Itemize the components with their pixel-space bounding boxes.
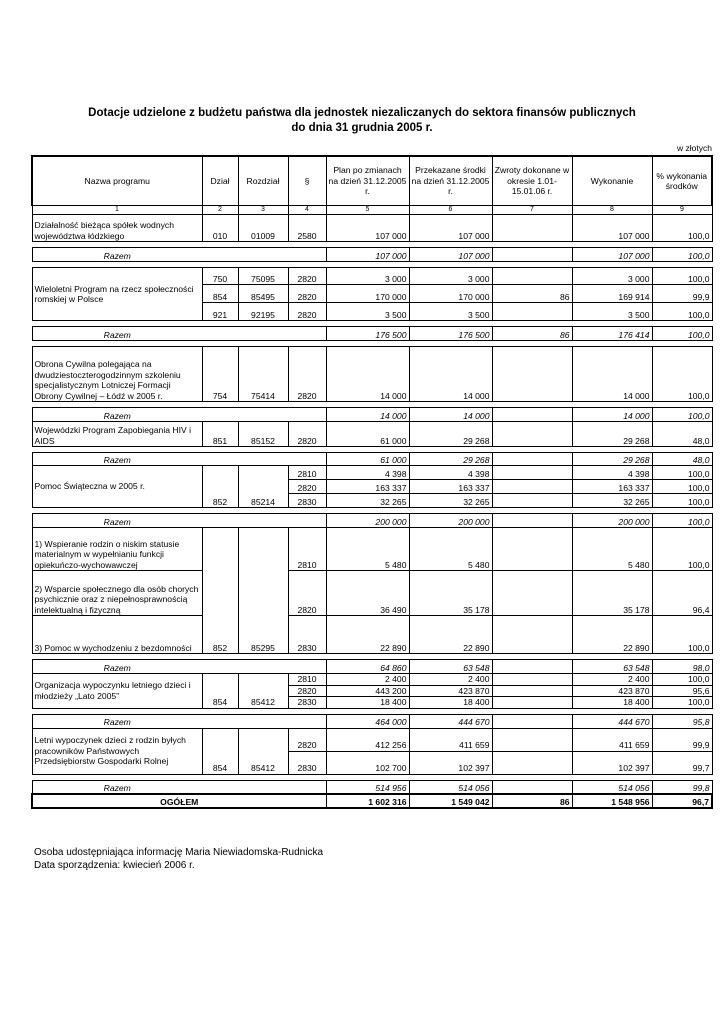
procent-cell: 99,7 bbox=[652, 751, 712, 774]
przekazane-cell: 14 000 bbox=[409, 347, 492, 402]
przekazane-cell: 176 500 bbox=[409, 327, 492, 341]
przekazane-cell: 170 000 bbox=[409, 285, 492, 303]
wykonanie-cell: 29 268 bbox=[572, 422, 652, 447]
plan-cell: 64 860 bbox=[326, 660, 409, 674]
zwroty-cell: 86 bbox=[492, 327, 572, 341]
plan-cell: 1 602 316 bbox=[326, 794, 409, 808]
subtotal-row bbox=[32, 780, 712, 794]
wykonanie-cell: 22 890 bbox=[572, 616, 652, 654]
paragraf-cell: 2830 bbox=[288, 616, 326, 654]
table-row bbox=[32, 616, 712, 654]
rozdzial-cell: 85152 bbox=[238, 422, 288, 447]
plan-cell: 4 398 bbox=[326, 466, 409, 480]
unit-label: w złotych bbox=[677, 143, 712, 153]
col-number: 2 bbox=[202, 206, 238, 215]
paragraf-cell: 2820 bbox=[288, 303, 326, 321]
procent-cell: 100,0 bbox=[652, 347, 712, 402]
program-name: 3) Pomoc w wychodzeniu z bezdomności bbox=[32, 616, 202, 654]
plan-cell: 14 000 bbox=[326, 347, 409, 402]
przekazane-cell: 200 000 bbox=[409, 514, 492, 528]
przekazane-cell: 423 870 bbox=[409, 685, 492, 697]
procent-cell: 100,0 bbox=[652, 327, 712, 341]
plan-cell: 22 890 bbox=[326, 616, 409, 654]
wykonanie-cell: 3 000 bbox=[572, 268, 652, 285]
zwroty-cell bbox=[492, 408, 572, 422]
przekazane-cell: 2 400 bbox=[409, 674, 492, 686]
plan-cell: 32 265 bbox=[326, 494, 409, 508]
dzial-cell: 852 bbox=[202, 528, 238, 654]
header-nazwa: Nazwa programu bbox=[32, 156, 202, 206]
procent-cell: 99,9 bbox=[652, 728, 712, 751]
przekazane-cell: 3 500 bbox=[409, 303, 492, 321]
wykonanie-cell: 411 659 bbox=[572, 728, 652, 751]
plan-cell: 443 200 bbox=[326, 685, 409, 697]
przekazane-cell: 411 659 bbox=[409, 728, 492, 751]
col-number: 9 bbox=[652, 206, 712, 215]
plan-cell: 464 000 bbox=[326, 714, 409, 728]
zwroty-cell bbox=[492, 268, 572, 285]
procent-cell: 100,0 bbox=[652, 303, 712, 321]
rozdzial-cell: 01009 bbox=[238, 215, 288, 242]
zwroty-cell bbox=[492, 347, 572, 402]
wykonanie-cell: 32 265 bbox=[572, 494, 652, 508]
plan-cell: 61 000 bbox=[326, 422, 409, 447]
zwroty-cell bbox=[492, 728, 572, 751]
dzial-cell: 854 bbox=[202, 728, 238, 774]
col-number: 6 bbox=[409, 206, 492, 215]
header-paragraf: § bbox=[288, 156, 326, 206]
program-name: Organizacja wypoczynku letniego dzieci i młodzieży „Lato 2005” bbox=[32, 674, 202, 709]
zwroty-cell bbox=[492, 571, 572, 616]
program-name: Pomoc Świąteczna w 2005 r. bbox=[32, 466, 202, 508]
dzial-cell: 010 bbox=[202, 215, 238, 242]
paragraf-cell: 2830 bbox=[288, 697, 326, 709]
rozdzial-cell: 85295 bbox=[238, 528, 288, 654]
col-number: 3 bbox=[238, 206, 288, 215]
wykonanie-cell: 169 914 bbox=[572, 285, 652, 303]
procent-cell: 100,0 bbox=[652, 697, 712, 709]
program-name: 1) Wspieranie rodzin o niskim statusie materialnym w wypełnianiu funkcji opiekuńczo-wychowawczej bbox=[32, 528, 202, 571]
rozdzial-cell: 75095 bbox=[238, 268, 288, 285]
subtotal-row bbox=[32, 514, 712, 528]
przekazane-cell: 1 549 042 bbox=[409, 794, 492, 808]
dzial-cell: 750 bbox=[202, 268, 238, 285]
rozdzial-cell: 75414 bbox=[238, 347, 288, 402]
przekazane-cell: 29 268 bbox=[409, 453, 492, 466]
subtotal-label: Razem bbox=[32, 780, 202, 794]
wykonanie-cell: 29 268 bbox=[572, 453, 652, 466]
grants-table bbox=[31, 155, 713, 809]
przekazane-cell: 163 337 bbox=[409, 480, 492, 494]
table-row bbox=[32, 674, 712, 686]
paragraf-cell: 2820 bbox=[288, 285, 326, 303]
paragraf-cell: 2820 bbox=[288, 268, 326, 285]
zwroty-cell bbox=[492, 660, 572, 674]
przekazane-cell: 14 000 bbox=[409, 408, 492, 422]
wykonanie-cell: 107 000 bbox=[572, 215, 652, 242]
procent-cell: 100,0 bbox=[652, 215, 712, 242]
table-row bbox=[32, 571, 712, 616]
dzial-cell: 921 bbox=[202, 303, 238, 321]
zwroty-cell bbox=[492, 514, 572, 528]
page-title bbox=[0, 106, 724, 136]
plan-cell: 2 400 bbox=[326, 674, 409, 686]
przekazane-cell: 35 178 bbox=[409, 571, 492, 616]
zwroty-cell bbox=[492, 422, 572, 447]
procent-cell: 100,0 bbox=[652, 480, 712, 494]
plan-cell: 3 500 bbox=[326, 303, 409, 321]
subtotal-row bbox=[32, 408, 712, 422]
dzial-cell: 754 bbox=[202, 347, 238, 402]
program-name: Letni wypoczynek dzieci z rodzin byłych pracowników Państwowych Przedsiębiorstw Gospodarki Rolnej bbox=[32, 728, 202, 774]
przekazane-cell: 102 397 bbox=[409, 751, 492, 774]
col-number: 4 bbox=[288, 206, 326, 215]
header-wykonanie: Wykonanie bbox=[572, 156, 652, 206]
wykonanie-cell: 63 548 bbox=[572, 660, 652, 674]
plan-cell: 18 400 bbox=[326, 697, 409, 709]
procent-cell: 99,9 bbox=[652, 285, 712, 303]
paragraf-cell: 2820 bbox=[288, 347, 326, 402]
zwroty-cell bbox=[492, 480, 572, 494]
plan-cell: 14 000 bbox=[326, 408, 409, 422]
paragraf-cell: 2830 bbox=[288, 494, 326, 508]
column-numbers-row bbox=[32, 206, 712, 215]
wykonanie-cell: 176 414 bbox=[572, 327, 652, 341]
header-przekazane: Przekazane środki na dzień 31.12.2005 r. bbox=[409, 156, 492, 206]
subtotal-row bbox=[32, 660, 712, 674]
paragraf-cell: 2810 bbox=[288, 466, 326, 480]
table-row bbox=[32, 466, 712, 480]
wykonanie-cell: 423 870 bbox=[572, 685, 652, 697]
rozdzial-cell: 85495 bbox=[238, 285, 288, 303]
table-row bbox=[32, 215, 712, 242]
table-row bbox=[32, 728, 712, 751]
subtotal-label: Razem bbox=[32, 714, 202, 728]
program-name: 2) Wsparcie społecznego dla osób chorych psychicznie oraz z niepełnosprawnością intelektualną i fizyczną bbox=[32, 571, 202, 616]
przekazane-cell: 514 056 bbox=[409, 780, 492, 794]
procent-cell: 96,4 bbox=[652, 571, 712, 616]
plan-cell: 107 000 bbox=[326, 248, 409, 262]
subtotal-row bbox=[32, 248, 712, 262]
zwroty-cell bbox=[492, 528, 572, 571]
wykonanie-cell: 3 500 bbox=[572, 303, 652, 321]
table-row bbox=[32, 528, 712, 571]
paragraf-cell: 2820 bbox=[288, 685, 326, 697]
procent-cell: 48,0 bbox=[652, 422, 712, 447]
total-row bbox=[32, 794, 712, 808]
program-name: Wieloletni Program na rzecz społeczności romskiej w Polsce bbox=[32, 268, 202, 321]
plan-cell: 200 000 bbox=[326, 514, 409, 528]
zwroty-cell bbox=[492, 215, 572, 242]
title-line-2: do dnia 31 grudnia 2005 r. bbox=[291, 122, 433, 134]
wykonanie-cell: 4 398 bbox=[572, 466, 652, 480]
table-row bbox=[32, 422, 712, 447]
wykonanie-cell: 444 670 bbox=[572, 714, 652, 728]
zwroty-cell bbox=[492, 674, 572, 686]
col-number: 5 bbox=[326, 206, 409, 215]
header-zwroty: Zwroty dokonane w okresie 1.01-15.01.06 r. bbox=[492, 156, 572, 206]
plan-cell: 107 000 bbox=[326, 215, 409, 242]
wykonanie-cell: 2 400 bbox=[572, 674, 652, 686]
procent-cell: 95,8 bbox=[652, 714, 712, 728]
przekazane-cell: 63 548 bbox=[409, 660, 492, 674]
procent-cell: 98,0 bbox=[652, 660, 712, 674]
subtotal-label: Razem bbox=[32, 248, 202, 262]
procent-cell: 100,0 bbox=[652, 268, 712, 285]
przekazane-cell: 29 268 bbox=[409, 422, 492, 447]
procent-cell: 96,7 bbox=[652, 794, 712, 808]
zwroty-cell bbox=[492, 466, 572, 480]
przekazane-cell: 18 400 bbox=[409, 697, 492, 709]
zwroty-cell bbox=[492, 685, 572, 697]
paragraf-cell: 2580 bbox=[288, 215, 326, 242]
col-number: 8 bbox=[572, 206, 652, 215]
rozdzial-cell: 85214 bbox=[238, 466, 288, 508]
program-name: Działalność bieżąca spółek wodnych województwa łódzkiego bbox=[32, 215, 202, 242]
przekazane-cell: 32 265 bbox=[409, 494, 492, 508]
col-number: 1 bbox=[32, 206, 202, 215]
program-name: Wojewódzki Program Zapobiegania HIV i AIDS bbox=[32, 422, 202, 447]
wykonanie-cell: 1 548 956 bbox=[572, 794, 652, 808]
footer-contact: Osoba udostępniająca informację Maria Niewiadomska-Rudnicka bbox=[34, 847, 324, 858]
zwroty-cell bbox=[492, 494, 572, 508]
wykonanie-cell: 107 000 bbox=[572, 248, 652, 262]
subtotal-label: Razem bbox=[32, 327, 202, 341]
subtotal-label: Razem bbox=[32, 453, 202, 466]
wykonanie-cell: 14 000 bbox=[572, 347, 652, 402]
subtotal-label: Razem bbox=[32, 660, 202, 674]
procent-cell: 48,0 bbox=[652, 453, 712, 466]
dzial-cell: 854 bbox=[202, 674, 238, 709]
zwroty-cell bbox=[492, 714, 572, 728]
paragraf-cell: 2820 bbox=[288, 728, 326, 751]
plan-cell: 412 256 bbox=[326, 728, 409, 751]
wykonanie-cell: 14 000 bbox=[572, 408, 652, 422]
przekazane-cell: 107 000 bbox=[409, 215, 492, 242]
wykonanie-cell: 35 178 bbox=[572, 571, 652, 616]
plan-cell: 36 490 bbox=[326, 571, 409, 616]
przekazane-cell: 4 398 bbox=[409, 466, 492, 480]
plan-cell: 102 700 bbox=[326, 751, 409, 774]
plan-cell: 514 956 bbox=[326, 780, 409, 794]
subtotal-label: Razem bbox=[32, 514, 202, 528]
rozdzial-cell: 85412 bbox=[238, 674, 288, 709]
plan-cell: 163 337 bbox=[326, 480, 409, 494]
plan-cell: 176 500 bbox=[326, 327, 409, 341]
wykonanie-cell: 200 000 bbox=[572, 514, 652, 528]
zwroty-cell: 86 bbox=[492, 794, 572, 808]
procent-cell: 100,0 bbox=[652, 616, 712, 654]
plan-cell: 3 000 bbox=[326, 268, 409, 285]
header-dzial: Dział bbox=[202, 156, 238, 206]
header-plan: Plan po zmianach na dzień 31.12.2005 r. bbox=[326, 156, 409, 206]
wykonanie-cell: 5 480 bbox=[572, 528, 652, 571]
przekazane-cell: 107 000 bbox=[409, 248, 492, 262]
header-rozdzial: Rozdział bbox=[238, 156, 288, 206]
zwroty-cell bbox=[492, 616, 572, 654]
plan-cell: 170 000 bbox=[326, 285, 409, 303]
subtotal-row bbox=[32, 453, 712, 466]
wykonanie-cell: 514 056 bbox=[572, 780, 652, 794]
paragraf-cell: 2820 bbox=[288, 571, 326, 616]
header-procent: % wykonania środków bbox=[652, 156, 712, 206]
plan-cell: 61 000 bbox=[326, 453, 409, 466]
plan-cell: 5 480 bbox=[326, 528, 409, 571]
zwroty-cell bbox=[492, 697, 572, 709]
zwroty-cell bbox=[492, 248, 572, 262]
table-row bbox=[32, 268, 712, 285]
wykonanie-cell: 163 337 bbox=[572, 480, 652, 494]
zwroty-cell bbox=[492, 751, 572, 774]
total-label: OGÓŁEM bbox=[32, 794, 326, 808]
rozdzial-cell: 85412 bbox=[238, 728, 288, 774]
zwroty-cell bbox=[492, 453, 572, 466]
procent-cell: 100,0 bbox=[652, 408, 712, 422]
paragraf-cell: 2810 bbox=[288, 528, 326, 571]
paragraf-cell: 2820 bbox=[288, 422, 326, 447]
col-number: 7 bbox=[492, 206, 572, 215]
subtotal-label: Razem bbox=[32, 408, 202, 422]
zwroty-cell bbox=[492, 303, 572, 321]
procent-cell: 100,0 bbox=[652, 466, 712, 480]
rozdzial-cell: 92195 bbox=[238, 303, 288, 321]
subtotal-row bbox=[32, 714, 712, 728]
procent-cell: 100,0 bbox=[652, 674, 712, 686]
zwroty-cell bbox=[492, 780, 572, 794]
program-name: Obrona Cywilna polegająca na dwudziestoczterogodzinnym szkoleniu specjalistycznym Lotniczej Formacji Obrony Cywilnej – Łódź w 2005 r. bbox=[32, 347, 202, 402]
footer-date: Data sporządzenia: kwiecień 2006 r. bbox=[34, 860, 195, 871]
paragraf-cell: 2820 bbox=[288, 480, 326, 494]
procent-cell: 100,0 bbox=[652, 494, 712, 508]
przekazane-cell: 22 890 bbox=[409, 616, 492, 654]
procent-cell: 100,0 bbox=[652, 248, 712, 262]
paragraf-cell: 2810 bbox=[288, 674, 326, 686]
przekazane-cell: 444 670 bbox=[409, 714, 492, 728]
przekazane-cell: 3 000 bbox=[409, 268, 492, 285]
procent-cell: 99,8 bbox=[652, 780, 712, 794]
wykonanie-cell: 18 400 bbox=[572, 697, 652, 709]
procent-cell: 100,0 bbox=[652, 514, 712, 528]
procent-cell: 95,6 bbox=[652, 685, 712, 697]
paragraf-cell: 2830 bbox=[288, 751, 326, 774]
procent-cell: 100,0 bbox=[652, 528, 712, 571]
dzial-cell: 851 bbox=[202, 422, 238, 447]
table-row bbox=[32, 347, 712, 402]
subtotal-row bbox=[32, 327, 712, 341]
header-row bbox=[32, 156, 712, 206]
footer bbox=[34, 846, 323, 872]
zwroty-cell: 86 bbox=[492, 285, 572, 303]
wykonanie-cell: 102 397 bbox=[572, 751, 652, 774]
title-line-1: Dotacje udzielone z budżetu państwa dla jednostek niezaliczanych do sektora finansów publicznych bbox=[88, 107, 636, 119]
dzial-cell: 854 bbox=[202, 285, 238, 303]
dzial-cell: 852 bbox=[202, 466, 238, 508]
przekazane-cell: 5 480 bbox=[409, 528, 492, 571]
